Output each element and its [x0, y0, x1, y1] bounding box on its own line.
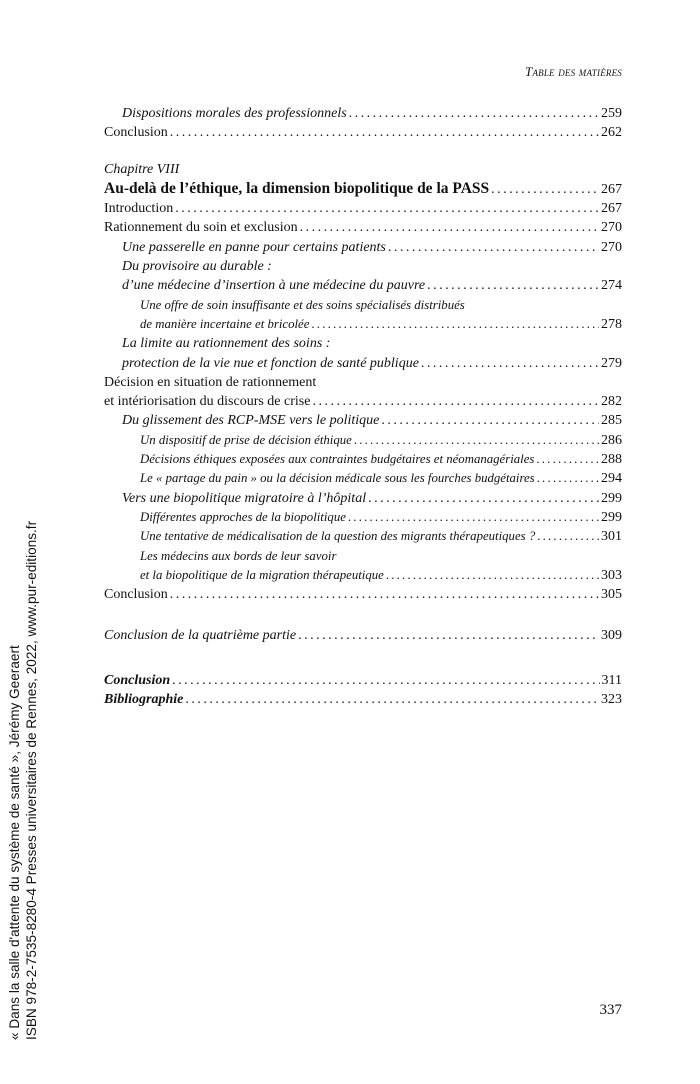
toc-entry-page: 282 — [601, 394, 622, 410]
leader-dots — [170, 123, 599, 142]
leader-dots — [537, 527, 599, 546]
toc-entry-label: Introduction — [104, 201, 174, 217]
toc-entry[interactable] — [104, 566, 622, 585]
toc-entry-page: 303 — [601, 567, 622, 583]
toc-entry-label: protection de la vie nue et fonction de santé publique — [122, 355, 419, 371]
side-notice-line: ISBN 978-2-7535-8280-4 Presses universitaires de Rennes, 2022, www.pur-editions.fr — [24, 520, 39, 1040]
toc-entry-page: 270 — [601, 220, 622, 236]
leader-dots — [311, 315, 599, 334]
toc-entry[interactable] — [104, 315, 622, 334]
chapter-title-entry[interactable] — [104, 179, 622, 199]
toc-entry-label: Conclusion — [104, 587, 168, 603]
toc-entry[interactable] — [104, 585, 622, 604]
toc-entry-label: Conclusion de la quatrième partie — [104, 628, 297, 644]
toc-entry-page: 299 — [601, 490, 622, 506]
toc-entry[interactable] — [104, 123, 622, 142]
leader-dots — [185, 690, 599, 709]
table-of-contents — [104, 104, 622, 709]
toc-entry[interactable] — [104, 218, 622, 237]
leader-dots — [175, 199, 599, 218]
leader-dots — [172, 671, 599, 690]
leader-dots — [348, 508, 599, 527]
toc-entry-label: Décisions éthiques exposées aux contraintes budgétaires et néomanagériales — [140, 452, 535, 467]
toc-entry-page: 274 — [601, 278, 622, 294]
toc-entry[interactable] — [104, 411, 622, 430]
leader-dots — [491, 180, 599, 199]
toc-entry-label: Dispositions morales des professionnels — [122, 106, 347, 121]
toc-entry-page: 259 — [601, 106, 622, 121]
leader-dots — [536, 450, 599, 469]
toc-entry-page: 267 — [601, 201, 622, 217]
leader-dots — [354, 431, 599, 450]
toc-entry-page: 299 — [601, 509, 622, 525]
toc-entry-label: de manière incertaine et bricolée — [140, 316, 310, 331]
toc-entry[interactable] — [104, 431, 622, 450]
toc-entry-label: Un dispositif de prise de décision éthique — [140, 432, 352, 447]
side-notice-line: « Dans la salle d'attente du système de santé », Jérémy Geeraert — [7, 645, 22, 1040]
leader-dots — [421, 354, 599, 373]
toc-entry-page: 294 — [601, 471, 622, 487]
toc-entry-line: Du provisoire au durable : — [122, 259, 272, 275]
toc-entry[interactable] — [104, 450, 622, 469]
toc-entry[interactable] — [104, 690, 622, 709]
toc-entry-page: 267 — [601, 181, 622, 197]
toc-entry-line: Décision en situation de rationnement — [104, 374, 317, 390]
toc-entry-page: 270 — [601, 239, 622, 255]
toc-entry-label: Vers une biopolitique migratoire à l’hôpital — [122, 490, 367, 506]
leader-dots — [427, 276, 599, 295]
toc-entry-label: et intériorisation du discours de crise — [104, 394, 311, 410]
chapter-label: Chapitre VIII — [104, 161, 180, 177]
leader-dots — [300, 218, 599, 237]
toc-entry-line: Une offre de soin insuffisante et des soins spécialisés distribués — [140, 297, 465, 312]
leader-dots — [298, 626, 599, 645]
toc-entry-label: Du glissement des RCP-MSE vers le politique — [122, 413, 380, 429]
toc-entry-page: 285 — [601, 413, 622, 429]
toc-entry[interactable] — [104, 392, 622, 411]
toc-entry-line: La limite au rationnement des soins : — [122, 336, 331, 352]
toc-entry-label: Une tentative de médicalisation de la question des migrants thérapeutiques ? — [140, 529, 536, 544]
running-header: Table des matières — [525, 64, 622, 79]
toc-entry[interactable] — [104, 354, 622, 373]
toc-entry-page: 278 — [601, 316, 622, 332]
toc-entry-page: 279 — [601, 355, 622, 371]
toc-entry-label: Rationnement du soin et exclusion — [104, 220, 298, 236]
toc-entry[interactable] — [104, 469, 622, 488]
toc-entry-page: 288 — [601, 452, 622, 468]
toc-entry[interactable] — [104, 199, 622, 218]
toc-entry[interactable] — [104, 238, 622, 257]
toc-entry[interactable] — [104, 671, 622, 690]
toc-entry[interactable] — [104, 527, 622, 546]
side-copyright-notice — [6, 521, 40, 1040]
toc-entry-label: d’une médecine d’insertion à une médecine du pauvre — [122, 278, 426, 294]
toc-entry-page: 323 — [601, 692, 622, 708]
toc-entry-label: Conclusion — [104, 125, 168, 141]
toc-entry-label: Le « partage du pain » ou la décision médicale sous les fourches budgétaires — [140, 471, 535, 486]
leader-dots — [170, 585, 599, 604]
toc-entry-page: 305 — [601, 587, 622, 603]
toc-entry[interactable] — [104, 276, 622, 295]
toc-entry-label: Une passerelle en panne pour certains patients — [122, 239, 386, 255]
toc-entry-label: Conclusion — [104, 672, 171, 688]
toc-entry-page: 311 — [601, 672, 622, 688]
leader-dots — [381, 411, 599, 430]
chapter-title: Au-delà de l’éthique, la dimension biopolitique de la PASS — [104, 179, 490, 197]
toc-entry-page: 262 — [601, 125, 622, 141]
leader-dots — [388, 238, 599, 257]
toc-entry-page: 286 — [601, 432, 622, 448]
toc-entry[interactable] — [104, 626, 622, 645]
page-number: 337 — [599, 1002, 622, 1018]
toc-entry-label: Bibliographie — [104, 692, 184, 708]
toc-entry-label: Différentes approches de la biopolitique — [140, 509, 346, 524]
toc-entry-page: 301 — [601, 529, 622, 545]
toc-entry-line: Les médecins aux bords de leur savoir — [140, 548, 337, 563]
toc-entry-label: et la biopolitique de la migration thérapeutique — [140, 567, 384, 582]
toc-entry[interactable] — [104, 489, 622, 508]
leader-dots — [349, 104, 599, 123]
toc-entry[interactable] — [104, 508, 622, 527]
leader-dots — [368, 489, 599, 508]
toc-entry[interactable] — [104, 104, 622, 123]
leader-dots — [312, 392, 599, 411]
toc-entry-page: 309 — [601, 628, 622, 644]
leader-dots — [537, 469, 599, 488]
leader-dots — [386, 566, 599, 585]
